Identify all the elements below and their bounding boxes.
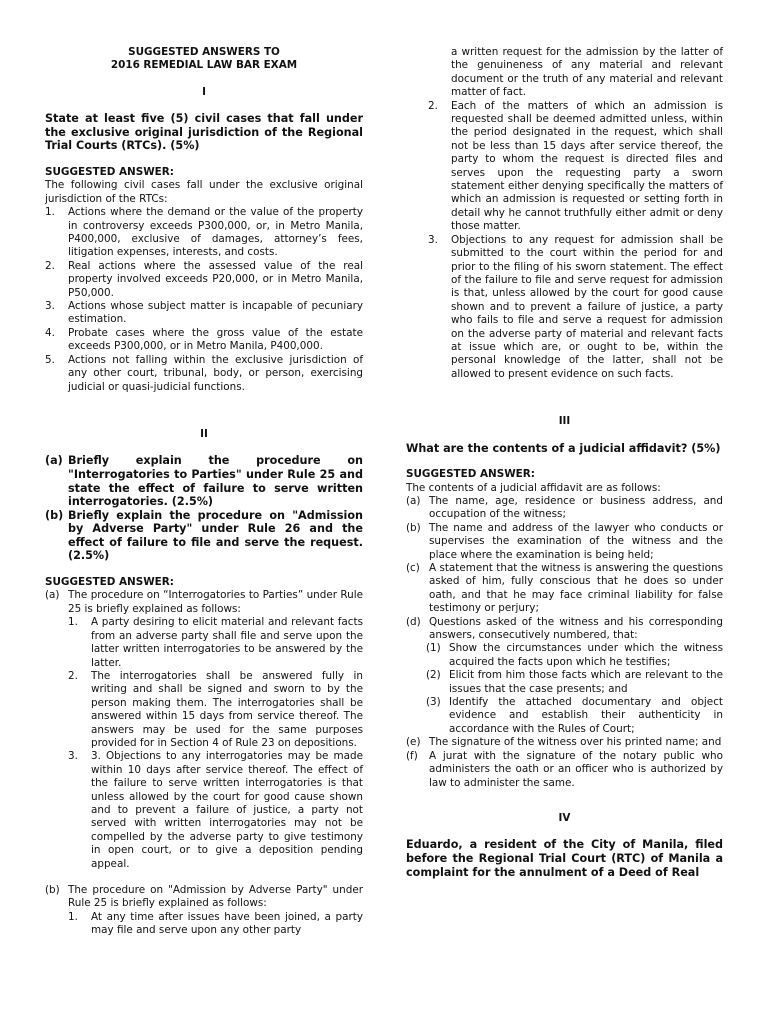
answer-3-item-text: The name, age, residence or business address, and occupation of the witness; [429, 494, 723, 521]
answer-3-item [406, 616, 723, 643]
answer-1-item-text: Actions not falling within the exclusive jurisdiction of any other court, tribunal, body, or person, exercising judicial or quasi-judicial functions. [68, 353, 363, 393]
answer-2b-item [68, 911, 363, 938]
answer-3-item-label: (a) [406, 494, 421, 507]
answer-3-item-label: (f) [406, 749, 418, 762]
answer-3d-item-text: Identify the attached documentary and object evidence and establish their authenticity in accordance with the Rules of Court; [449, 696, 723, 735]
answer-1-item-text: Probate cases where the gross value of the estate exceeds P300,000, or in Metro Manila, P400,000. [68, 326, 363, 353]
question-number-3: III [558, 415, 571, 428]
answer-2b-cont-item-label: 3. [428, 233, 438, 246]
answer-3-item-text: A jurat with the signature of the notary public who administers the oath or an officer who is authorized by law to administer the same. [429, 749, 723, 789]
question-number-1: I [202, 85, 206, 98]
answer-2b-item-1-continued: a written request for the admission by the latter of the genuineness of any material and relevant document or the truth of any material and relevant matter of fact. [451, 46, 723, 99]
answer-3d-item-text: Elicit from him those facts which are relevant to the issues that the case presents; and [449, 669, 723, 695]
question-2a-text: Briefly explain the procedure on "Interrogatories to Parties" under Rule 25 and state the effect of failure to serve written interrogatories. (2.5%) [68, 454, 363, 509]
answer-1-item-text: Real actions where the assessed value of the real property involved exceeds P20,000, or in Metro Manila, P50,000. [68, 259, 363, 299]
question-3-text: What are the contents of a judicial affidavit? (5%) [406, 441, 721, 455]
answer-2b-cont-item [428, 100, 723, 234]
question-2b-text: Briefly explain the procedure on "Admission by Adverse Party" under Rule 26 and the effect of failure to file and serve the request. (2.5%) [68, 508, 363, 563]
answer-2a-item [68, 670, 363, 750]
answer-1-item-label: 4. [45, 326, 55, 339]
answer-2a-intro: The procedure on “Interrogatories to Parties” under Rule 25 is briefly explained as follows: [68, 589, 363, 615]
answer-1-item-label: 5. [45, 353, 55, 366]
answer-2a [45, 589, 363, 616]
answer-3-item [406, 522, 723, 562]
answer-3-list-2 [406, 736, 723, 790]
suggested-answer-heading-3: SUGGESTED ANSWER: [406, 468, 535, 481]
answer-1-item [45, 260, 363, 300]
answer-2b-cont-item [428, 234, 723, 381]
question-2a [45, 454, 363, 508]
question-2a-label: (a) [45, 454, 63, 468]
answer-2a-label: (a) [45, 589, 60, 602]
answer-2a-item [68, 750, 363, 871]
answer-2a-item-text: A party desiring to elicit material and relevant facts from an adverse party shall file and serve upon the latter written interrogatories to be answered by the latter. [91, 616, 363, 669]
answer-3-item-label: (b) [406, 521, 421, 534]
answer-1-item-text: Actions whose subject matter is incapable of pecuniary estimation. [68, 300, 363, 326]
question-number-2: II [200, 427, 208, 440]
answer-2a-list [68, 616, 363, 871]
answer-1-item [45, 354, 363, 394]
answer-3d-item-label: (1) [426, 642, 441, 655]
question-number-4: IV [558, 811, 571, 824]
answer-2b-intro: The procedure on "Admission by Adverse Party" under Rule 25 is briefly explained as follows: [68, 884, 363, 910]
answer-3-item-text: Questions asked of the witness and his corresponding answers, consecutively numbered, that: [429, 615, 723, 642]
answer-1-item [45, 327, 363, 354]
answer-2b-cont-item-label: 2. [428, 99, 438, 112]
answer-1-list [45, 206, 363, 394]
answer-2b-list-continued [428, 100, 723, 382]
answer-3-item-text: A statement that the witness is answering the questions asked of him, fully conscious that he does so under oath, and that he may face criminal liability for false testimony or perjury; [429, 562, 723, 615]
answer-3-item [406, 750, 723, 790]
question-2b [45, 509, 363, 563]
answer-2a-item-text: 3. Objections to any interrogatories may be made within 10 days after service thereof. The effect of the failure to serve written interrogatories is that unless allowed by the court for good cause shown and to prevent a failure of justice, a party not served with written interrogatories may not be compelled by the adverse party to give testimony in open court, or to give a deposition pending appeal. [91, 750, 363, 870]
answer-1-item-label: 3. [45, 300, 55, 313]
answer-3-item-label: (c) [406, 562, 420, 574]
doc-title-line-1: SUGGESTED ANSWERS TO [128, 46, 280, 58]
question-4-text: Eduardo, a resident of the City of Manila, filed before the Regional Trial Court (RTC) of Manila a complaint for the annulment of a Deed of Real [406, 838, 723, 879]
answer-2a-item-label: 2. [68, 669, 78, 682]
answer-1-item [45, 300, 363, 327]
answer-2a-item-label: 1. [68, 616, 78, 629]
answer-1-item-text: Actions where the demand or the value of the property in controversy exceeds P300,000, or, in Metro Manila, P400,000, exclusive of damages, attorney’s fees, litigation expenses, interests, and costs. [68, 206, 363, 259]
answer-2b-item-text: At any time after issues have been joined, a party may file and serve upon any other party [91, 910, 363, 937]
answer-2a-item-label: 3. [68, 750, 78, 763]
question-2b-label: (b) [45, 508, 64, 522]
answer-1-item-label: 1. [45, 206, 55, 219]
answer-3d-item [426, 642, 723, 669]
answer-3-list [406, 495, 723, 642]
answer-3-item [406, 562, 723, 616]
answer-3-item-label: (e) [406, 736, 421, 749]
answer-3d-item [426, 669, 723, 696]
answer-3d-item [426, 696, 723, 736]
answer-3-intro: The contents of a judicial affidavit are as follows: [406, 481, 661, 494]
answer-3-item [406, 495, 723, 522]
answer-2b-list [68, 911, 363, 938]
answer-3d-sublist [426, 642, 723, 736]
answer-3-item-text: The signature of the witness over his printed name; and [429, 736, 722, 749]
answer-2b-label: (b) [45, 884, 60, 896]
answer-3-item-text: The name and address of the lawyer who conducts or supervises the examination of the witness and the place where the examination is being held; [429, 521, 723, 561]
answer-2a-item [68, 616, 363, 670]
answer-1-item-label: 2. [45, 259, 55, 272]
right-column [406, 0, 723, 879]
answer-1-item [45, 206, 363, 260]
answer-2b-cont-item-text: Objections to any request for admission shall be submitted to the court within the period for and prior to the filing of his sworn statement. The effect of the failure to file and serve request for admission is that, unless allowed by the court for good cause shown and to prevent a failure of justice, a party who fails to file and serve a request for admission on the adverse party of material and relevant facts at issue which are, or ought to be, within the personal knowledge of the latter, shall not be allowed to present evidence on such facts. [451, 233, 723, 380]
answer-2a-item-text: The interrogatories shall be answered fully in writing and shall be signed and sworn to by the person making them. The interrogatories shall be answered within 15 days from service thereof. The answers may be used for the same purposes provided for in Section 4 of Rule 23 on depositions. [91, 669, 363, 749]
doc-title-line-2: 2016 REMEDIAL LAW BAR EXAM [110, 59, 298, 72]
answer-1-intro: The following civil cases fall under the exclusive original jurisdiction of the RTCs: [45, 179, 363, 205]
left-column [45, 0, 363, 938]
answer-2b-cont-item-text: Each of the matters of which an admission is requested shall be deemed admitted unless, within the period designated in the request, which shall not be less than 15 days after service thereof, the party to whom the request is directed files and serves upon the requesting party a sworn statement either denying specifically the matters of which an admission is requested or setting forth in detail why he cannot truthfully either admit or deny those matter. [451, 99, 723, 233]
answer-3d-item-text: Show the circumstances under which the witness acquired the facts upon which he testifies; [449, 642, 723, 668]
answer-3-item [406, 736, 723, 749]
answer-3d-item-label: (2) [426, 669, 441, 682]
question-2-parts [45, 454, 363, 563]
suggested-answer-heading-2: SUGGESTED ANSWER: [45, 576, 174, 589]
answer-3d-item-label: (3) [426, 696, 441, 709]
answer-2b [45, 884, 363, 911]
question-1-text: State at least five (5) civil cases that fall under the exclusive original jurisdiction of the Regional Trial Courts (RTCs). (5%) [45, 112, 363, 153]
answer-3-item-label: (d) [406, 615, 421, 628]
suggested-answer-heading-1: SUGGESTED ANSWER: [45, 166, 174, 178]
answer-2b-item-label: 1. [68, 910, 78, 923]
